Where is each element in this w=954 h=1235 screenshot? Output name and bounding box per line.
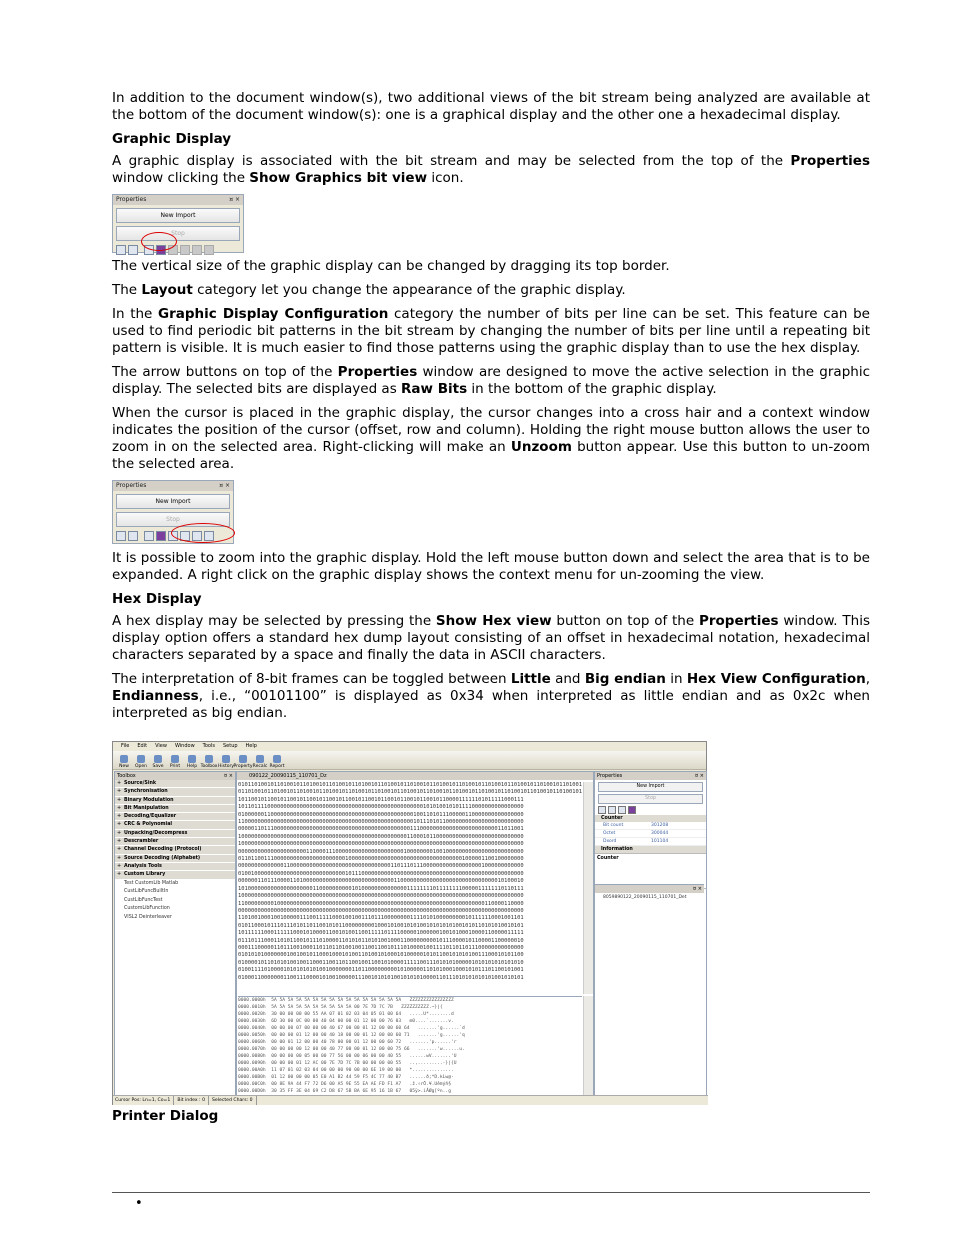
arrow-right-icon[interactable] <box>180 245 190 255</box>
tree-title-bar: ¤ × <box>595 885 704 893</box>
toolbar-print-button[interactable]: Print <box>168 755 182 769</box>
hex-row: 0000.00B0h 01 12 00 00 00 05 E0 A1 B2 44 59 F5 4C 77 40 B7 ......ð;*D.kLw@· <box>238 1075 454 1080</box>
bit-row: 0000011011100000000000000000000000000000000000000000011100000000000000000000000011011001 <box>238 826 524 833</box>
status-bar <box>113 1095 708 1105</box>
hex-row: 0000.00C0h 00 8E 9A 44 F7 72 D6 00 A5 9E 55 EA AE FD F1 A7 .ž.÷rÖ.¥.Uê®ýñ§ <box>238 1082 451 1087</box>
graphic-display-p3: The Layout category let you change the appearance of the graphic display. <box>112 282 626 298</box>
counter-row: Bit count 301208 <box>595 822 706 830</box>
menu-help[interactable]: Help <box>245 743 257 749</box>
toolbox-category[interactable]: + Synchronisation <box>115 788 235 796</box>
printer-dialog-heading: Printer Dialog <box>112 1108 219 1124</box>
sort-category-icon[interactable] <box>598 806 606 814</box>
sort-alpha-icon[interactable] <box>608 806 616 814</box>
graphic-display-heading: Graphic Display <box>112 131 232 147</box>
counter-row: Dxord 101104 <box>595 838 706 846</box>
arrow-up-icon[interactable] <box>192 245 202 255</box>
bit-row: 0000000000000000000000000000000000000000000000000000000000000000000000000000000000000000 <box>238 907 524 914</box>
toolbox-icon <box>205 755 213 763</box>
graphic-display-p5: The arrow buttons on top of the Properties window are designed to move the active selection in the graphic display. The selected bits are displayed as Raw Bits in the bottom of the graphic display. <box>112 364 870 397</box>
menu-bar <box>113 742 706 751</box>
help-icon <box>188 755 196 763</box>
arrow-down-icon[interactable] <box>204 245 214 255</box>
stop-button[interactable]: Stop <box>116 512 230 527</box>
toolbox-category[interactable]: + Channel Decoding (Protocol) <box>115 846 235 854</box>
new-import-button[interactable]: New Import <box>598 782 703 792</box>
toolbar-property-button[interactable]: Property <box>236 755 250 769</box>
tree-node[interactable]: 8059890122_20090115_110701_Det <box>603 895 687 900</box>
toolbox-category[interactable]: + Source/Sink <box>115 780 235 788</box>
hex-display-heading: Hex Display <box>112 591 202 607</box>
menu-tools[interactable]: Tools <box>202 743 215 749</box>
hex-row: 0000.0090h 00 00 00 01 12 AC 00 7E 7D 7C 7B 00 00 00 00 55 ..,.........-}|{U <box>238 1061 457 1066</box>
toolbox-item[interactable]: CustLibFuncTest <box>124 897 163 903</box>
bit-row: 0100011000000011001110000101001000001110010101010010101010000110111010101010101001010101 <box>238 974 524 981</box>
toolbox-category[interactable]: + CRC & Polynomial <box>115 821 235 829</box>
bit-row: 0101101001011010010110100101101001011010010110100101101001011010010110100101101001011010010110100101101001 <box>238 782 583 788</box>
toolbar-recalc-button[interactable]: Recalc <box>253 755 267 769</box>
new-import-button[interactable]: New Import <box>116 208 240 223</box>
toolbar-new-button[interactable]: New <box>117 755 131 769</box>
toolbar-report-button[interactable]: Report <box>270 755 284 769</box>
graphic-display-p6: When the cursor is placed in the graphic display, the cursor changes into a cross hair and a context window indicates the position of the cursor (offset, row and column). Holding the right mouse button allows the user to zoom in on the selected area. Right-clicking will make an Unzoom button appear. Use this button to un-zoom the selected area. <box>112 405 870 472</box>
properties-panel-image-2 <box>112 480 234 544</box>
report-icon <box>273 755 281 763</box>
toolbox-item[interactable]: Test CustomLib Matlab <box>124 880 179 886</box>
bit-row: 1000000000000000000000000000000000000000000000000000110001011000000000000000000000000000 <box>238 833 524 840</box>
show-hex-view-icon[interactable] <box>618 806 626 814</box>
toolbox-item[interactable]: VISL2 Deinterleaver <box>124 914 172 920</box>
toolbox-panel <box>114 771 236 1096</box>
toolbox-category[interactable]: + Analysis Tools <box>115 863 235 871</box>
hex-row: 0000.0080h 00 00 00 00 05 00 00 77 56 00 00 06 00 00 40 55 ......wV.......'U <box>238 1054 457 1059</box>
hex-display-scrollbar[interactable] <box>583 996 593 1095</box>
hex-row: 0000.0040h 00 00 00 07 00 00 00 40 67 00 00 01 12 00 00 60 64 .......'g......`d <box>238 1026 465 1031</box>
status-selected-chars: Selected Chars: 0 <box>212 1096 257 1105</box>
application-screenshot <box>112 741 707 1105</box>
bit-row: 1011011110000000000000000000000000000000000000000000000001010100101011110000000000000000 <box>238 804 524 811</box>
stop-button[interactable]: Stop <box>116 226 240 241</box>
properties-title-bar: Properties ¤ × <box>113 195 243 205</box>
toolbox-category[interactable]: + Binary Modulation <box>115 797 235 805</box>
properties-window <box>594 771 707 1096</box>
sort-alpha-icon[interactable] <box>128 245 138 255</box>
toolbox-category[interactable]: + Unpacking/Decompress <box>115 830 235 838</box>
show-graphics-bit-view-icon[interactable] <box>156 531 166 541</box>
bit-row: 0101010100000001001001011000100010100110100101000101000001010110010101010011100010101100 <box>238 952 524 959</box>
toolbox-item[interactable]: CustLibFuncBuiltIn <box>124 889 169 895</box>
menu-setup[interactable]: Setup <box>222 743 238 749</box>
bit-row: 0110110011100000000000000000000001000000000000000000000000000000000001000001100100000000 <box>238 856 524 863</box>
bit-row: 1000000000000000000000000000000000000000000000000000000000000000000000000000000000000000 <box>238 893 524 900</box>
menu-edit[interactable]: Edit <box>137 743 148 749</box>
sort-category-icon[interactable] <box>116 531 126 541</box>
hex-row: 0000.00A0h 11 07 01 02 03 04 00 00 00 90 00 00 6E 19 00 00 *............... <box>238 1068 454 1073</box>
print-icon <box>171 755 179 763</box>
hex-row: 0000.0030h 6D 30 00 0C 00 00 40 04 00 00 01 12 00 00 76 03 m0....`.......v. <box>238 1019 454 1024</box>
graphic-display-p7: It is possible to zoom into the graphic display. Hold the left mouse button down and select the area that is to be expanded. A right click on the graphic display shows the context menu for un-zooming the view. <box>112 550 870 583</box>
menu-file[interactable]: File <box>121 743 130 749</box>
properties-panel-image-1 <box>112 194 244 253</box>
show-graphics-bit-view-icon[interactable] <box>628 806 636 814</box>
bit-row: 0100001011010101001001100011001101100100110010100001111100111010101000001010101010101010 <box>238 959 524 966</box>
sort-category-icon[interactable] <box>116 245 126 255</box>
toolbar-history-button[interactable]: History <box>219 755 233 769</box>
bit-row: 0000000000000011000000000000000000000000000000011011101110000000000000000001000000000000 <box>238 863 524 870</box>
highlight-oval <box>141 232 177 251</box>
history-tree-panel <box>595 884 704 1093</box>
sort-alpha-icon[interactable] <box>128 531 138 541</box>
bit-row: 0100100000000000000000000000000001011100000000000000000000000000000000000000000000000000 <box>238 870 524 877</box>
graphic-display-p4: In the Graphic Display Configuration category the number of bits per line can be set. This feature can be used to find periodic bit patterns in the bit stream by changing the number of bits per line until a repeating bit pattern is visible. It is much easier to find those patterns using the graphic display than to use the hex display. <box>112 306 870 356</box>
menu-view[interactable]: View <box>155 743 167 749</box>
hex-row: 0000.0070h 00 00 00 00 12 00 00 40 77 00 00 01 12 00 00 75 66 .......'w......u. <box>238 1047 465 1052</box>
properties-icon-row <box>113 243 243 257</box>
bit-row: 0000000000000000000001100001110000000000000000000001000000001001000000000000000000000000 <box>238 848 524 855</box>
bit-display-scrollbar[interactable] <box>583 782 593 994</box>
hex-display[interactable] <box>238 996 582 1096</box>
bit-row: 1011001011001011001011001011001011001011001011001011001011001011000011111101011111000111 <box>238 796 524 803</box>
bit-row: 1000000000000000000000000000000000000000000000000000000000000000000000000000000000000000 <box>238 841 524 848</box>
bit-row: 0000001101110000110100000000000000000000000000001100000000000000000000000000000010100010 <box>238 878 524 885</box>
properties-window-title: Properties ¤ × <box>597 773 704 779</box>
open-folder-icon <box>137 755 145 763</box>
counter-section[interactable]: Counter <box>595 815 706 822</box>
footer-bullet: • <box>135 1196 143 1211</box>
show-hex-view-icon[interactable] <box>144 531 154 541</box>
counter-row: Octet 300044 <box>595 830 706 838</box>
toolbox-category[interactable]: + Bit Manipulation <box>115 805 235 813</box>
status-bit-index: Bit index : 0 <box>177 1096 209 1105</box>
new-file-icon <box>120 755 128 763</box>
bit-row: 0110100101101001011010010110100101101001011010010110100101101001011010010110100101101001011010010110100101 <box>238 789 583 796</box>
document-tab[interactable]: 090122_20090115_110701_Dz <box>237 772 593 780</box>
menu-window[interactable]: Window <box>174 743 195 749</box>
bit-row: 0100000011000000000000000000000000000000000000000000001001101011100000110000000000000000 <box>238 811 524 818</box>
hex-display-p2: The interpretation of 8-bit frames can be toggled between Little and Big endian in Hex View Configuration, Endianness, i.e., “00101100” is displayed as 0x34 when interpreted as little endian and as 0x2c when interpreted as big endian. <box>112 671 871 721</box>
toolbar-open-button[interactable]: Open <box>134 755 148 769</box>
graphic-display-p2: The vertical size of the graphic display can be changed by dragging its top border. <box>112 258 670 274</box>
footer-rule <box>112 1192 870 1193</box>
recalc-icon <box>256 755 264 763</box>
properties-title-bar: Properties ¤ × <box>113 481 233 491</box>
status-cursor-pos: Cursor Pos: Ln=1, Co=1 <box>115 1096 174 1105</box>
property-icon <box>239 755 247 763</box>
toolbox-category[interactable]: + Descrambler <box>115 838 235 846</box>
toolbox-title: Toolbox ¤ × <box>117 773 233 779</box>
bit-row: 0101100010111011101011011001010110000000001000101001010100101010101001010110101010010101 <box>238 922 524 929</box>
information-section[interactable]: Information <box>595 846 706 853</box>
bit-row: 1100000000000000000000000000000000000000000000000000001011101011000000000000000000000000 <box>238 819 524 826</box>
toolbox-item[interactable]: CustomLibFunction <box>124 906 170 912</box>
toolbar-toolbox-button[interactable]: Toolbox <box>202 755 216 769</box>
toolbox-category[interactable]: + Source Decoding (Alphabet) <box>115 855 235 863</box>
toolbar-save-button[interactable]: Save <box>151 755 165 769</box>
toolbar <box>113 751 706 770</box>
page-body <box>112 90 870 729</box>
bit-row: 1011111100011111100010100001100101001100111110111100000100000010010100010000110000011111 <box>238 930 524 937</box>
history-icon <box>222 755 230 763</box>
new-import-button[interactable]: New Import <box>116 494 230 509</box>
property-description: Counter <box>595 853 706 889</box>
hex-row: 0000.0000h 5A 5A 5A 5A 5A 5A 5A 5A 5A 5A 5A 5A 5A 5A 5A 5A ZZZZZZZZZZZZZZZZ <box>238 998 454 1003</box>
stop-button[interactable]: Stop <box>598 794 703 804</box>
intro-paragraph: In addition to the document window(s), two additional views of the bit stream being analyzed are available at the bottom of the document window(s): one is a graphical display and the other one a hexadecimal display. <box>112 90 870 123</box>
highlight-oval <box>171 523 235 543</box>
bit-row: 0001110000011011100100011011011010010011001100101110100001001111011011011100000000000000 <box>238 944 524 951</box>
bit-row: 1010000000000000000000011000000000010100000000000000111111110111111110000011111110110111 <box>238 885 524 892</box>
toolbox-category[interactable]: + Decoding/Equalizer <box>115 813 235 821</box>
hex-row: 0000.0050h 00 00 00 01 12 00 00 40 18 00 00 01 12 00 00 60 71 .......'g......'q <box>238 1033 465 1038</box>
bit-row: 1100000000010000000000000000000000000000000000000000000000000000000000000000110000110000 <box>238 900 524 907</box>
hex-row: 0000.0060h 00 00 01 12 00 00 40 78 00 00 01 12 00 00 60 72 .......'p......'r <box>238 1040 457 1045</box>
bit-row: 0111011100011010110010111010000110101011010100100011000000000101110000101100001100000010 <box>238 937 524 944</box>
graphic-bit-display[interactable] <box>238 782 582 994</box>
document-window <box>236 771 594 1096</box>
properties-icon-row <box>595 806 706 815</box>
toolbar-help-button[interactable]: Help <box>185 755 199 769</box>
save-icon <box>154 755 162 763</box>
graphic-display-p1: A graphic display is associated with the bit stream and may be selected from the top of the Properties window clicking the Show Graphics bit view icon. <box>112 153 870 186</box>
hex-row: 0000.0020h 30 00 00 00 00 55 AA 07 01 02 03 04 05 01 00 64 .....U*........d <box>238 1012 454 1017</box>
hex-display-p1: A hex display may be selected by pressing the Show Hex view button on top of the Properties window. This display option offers a standard hex dump layout consisting of an offset in hexadecimal notation, hexadecimal characters separated by a space and finally the data in ASCII characters. <box>112 613 870 663</box>
toolbox-category[interactable]: + Custom Library <box>115 871 235 879</box>
hex-row: 0000.00D0h 30 35 FF 3E 04 69 C2 D8 67 5B BA 6E 95 16 1B 67 05ÿ>.iÂØg[ºn..g <box>238 1089 451 1094</box>
hex-row: 0000.0010h 5A 5A 5A 5A 5A 5A 5A 5A 5A 5A 00 7E 7D 7C 7B ZZZZZZZZZZ.~}|{ <box>238 1005 443 1010</box>
bit-row: 1101001000100100000111001111100010010011101110000000011110101000000000101111110001001101 <box>238 915 524 922</box>
bit-row: 0100111101000010101010101001000000011011000000000101000001101010001000101011101100101001 <box>238 967 524 974</box>
